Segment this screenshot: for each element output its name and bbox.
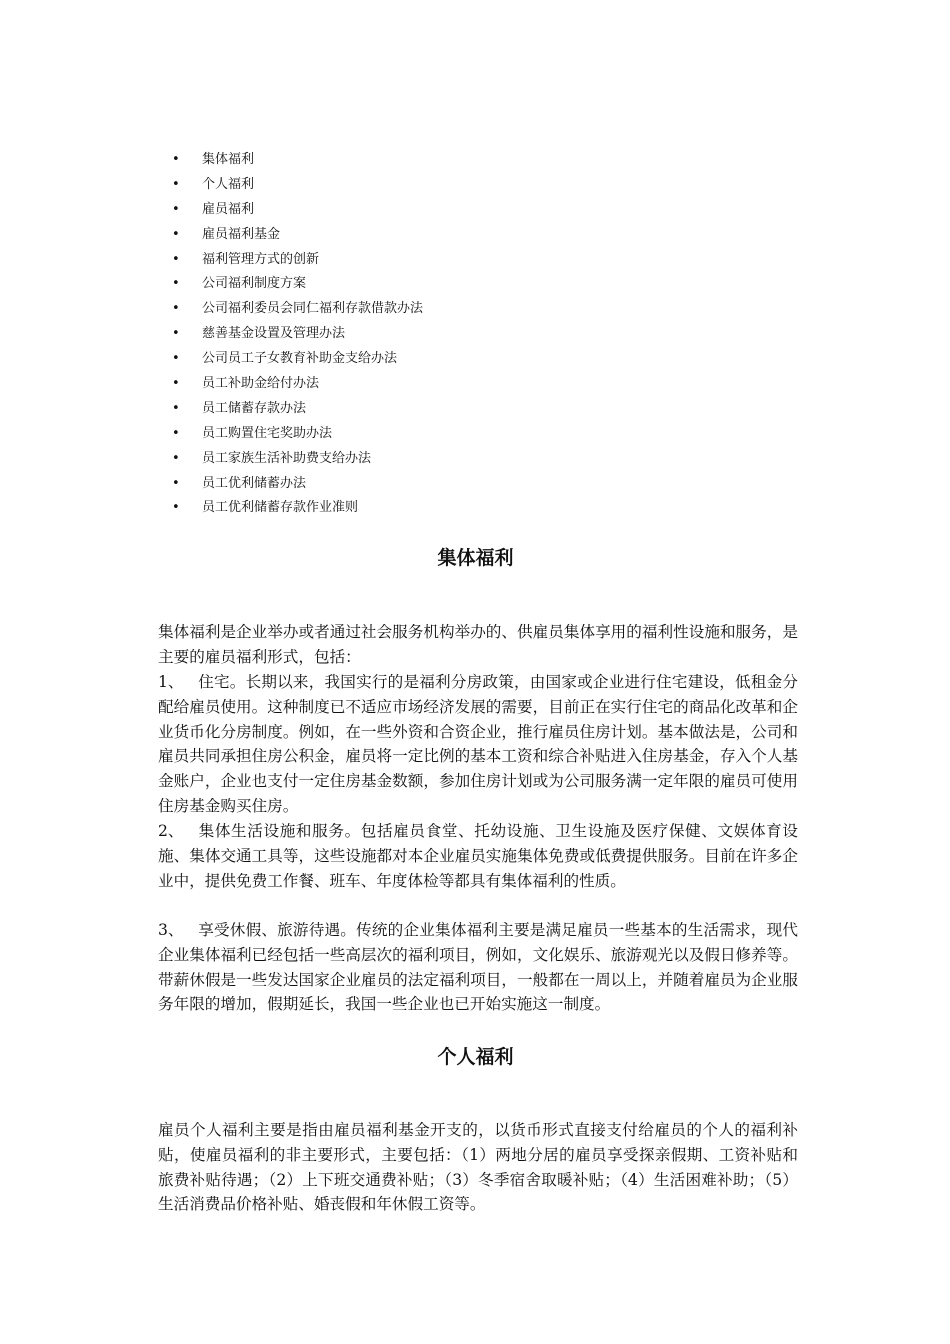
section2-intro: 雇员个人福利主要是指由雇员福利基金开支的，以货币形式直接支付给雇员的个人的福利补贴，使雇员福利的非主要形式，主要包括：（1）两地分居的雇员享受探亲假期、工资补贴和旅费补贴待遇；（2）上下班交通费补贴；（3）冬季宿舍取暖补贴；（4）生活困难补助；（5）生活消费品价格补贴、婚丧假和年休假工资等。 bbox=[158, 1121, 798, 1214]
item-text: 住宅。长期以来，我国实行的是福利分房政策，由国家或企业进行住宅建设，低租金分配给雇员使用。这种制度已不适应市场经济发展的需要，目前正在实行住宅的商品化改革和企业货币化分房制度。例如，在一些外资和合资企业，推行雇员住房计划。基本做法是，公司和雇员共同承担住房公积金，雇员将一定比例的基本工资和综合补贴进入住房基金，存入个人基金账户，企业也支付一定住房基金数额，参加住房计划或为公司服务满一定年限的雇员可使用住房基金购买住房。 bbox=[158, 673, 798, 815]
toc-item: • 公司员工子女教育补助金支给办法 bbox=[158, 347, 798, 372]
bullet-icon: • bbox=[172, 400, 180, 416]
bullet-icon: • bbox=[172, 376, 180, 392]
toc-item: • 个人福利 bbox=[158, 173, 798, 198]
item-number: 2、 bbox=[158, 822, 184, 840]
section1-item-vacation bbox=[158, 918, 798, 1017]
bullet-icon: • bbox=[172, 226, 180, 242]
bullet-icon: • bbox=[172, 500, 180, 516]
section1-intro: 集体福利是企业举办或者通过社会服务机构举办的、供雇员集体享用的福利性设施和服务，是主要的雇员福利形式，包括： bbox=[158, 623, 798, 666]
toc-item: • 员工储蓄存款办法 bbox=[158, 397, 798, 422]
toc-item: • 福利管理方式的创新 bbox=[158, 248, 798, 273]
toc-item: • 雇员福利 bbox=[158, 198, 798, 223]
toc-item: • 员工家族生活补助费支给办法 bbox=[158, 447, 798, 472]
section-title-collective-welfare: 集体福利 bbox=[437, 547, 514, 569]
bullet-icon: • bbox=[172, 301, 180, 317]
toc-item: • 雇员福利基金 bbox=[158, 223, 798, 248]
bullet-icon: • bbox=[172, 276, 180, 292]
bullet-icon: • bbox=[172, 450, 180, 466]
toc-item: • 员工优利储蓄存款作业准则 bbox=[158, 496, 798, 521]
bullet-icon: • bbox=[172, 201, 180, 217]
item-text: 享受休假、旅游待遇。传统的企业集体福利主要是满足雇员一些基本的生活需求，现代企业集体福利已经包括一些高层次的福利项目，例如，文化娱乐、旅游观光以及假日修养等。带薪休假是一些发达国家企业雇员的法定福利项目，一般都在一周以上，并随着雇员为企业服务年限的增加，假期延长，我国一些企业也已开始实施这一制度。 bbox=[158, 921, 798, 1014]
item-text: 集体生活设施和服务。包括雇员食堂、托幼设施、卫生设施及医疗保健、文娱体育设施、集体交通工具等，这些设施都对本企业雇员实施集体免费或低费提供服务。目前在许多企业中，提供免费工作餐、班车、年度体检等都具有集体福利的性质。 bbox=[158, 822, 798, 890]
item-number: 3、 bbox=[158, 921, 184, 939]
toc-item: • 公司福利制度方案 bbox=[158, 272, 798, 297]
section-title-personal-welfare: 个人福利 bbox=[437, 1046, 514, 1068]
section1-item-housing bbox=[158, 670, 798, 819]
bullet-icon: • bbox=[172, 425, 180, 441]
section1-item-facilities bbox=[158, 819, 798, 893]
toc-item: • 集体福利 bbox=[158, 148, 798, 173]
bullet-icon: • bbox=[172, 152, 180, 167]
toc-item: • 员工优利储蓄办法 bbox=[158, 472, 798, 497]
item-number: 1、 bbox=[158, 673, 184, 691]
bullet-icon: • bbox=[172, 326, 180, 342]
bullet-icon: • bbox=[172, 176, 180, 192]
toc-item: • 员工补助金给付办法 bbox=[158, 372, 798, 397]
bullet-icon: • bbox=[172, 475, 180, 491]
toc-item: • 公司福利委员会同仁福利存款借款办法 bbox=[158, 297, 798, 322]
toc-item: • 慈善基金设置及管理办法 bbox=[158, 322, 798, 347]
table-of-contents bbox=[158, 148, 798, 521]
bullet-icon: • bbox=[172, 251, 180, 267]
bullet-icon: • bbox=[172, 351, 180, 367]
toc-item: • 员工购置住宅奖助办法 bbox=[158, 422, 798, 447]
